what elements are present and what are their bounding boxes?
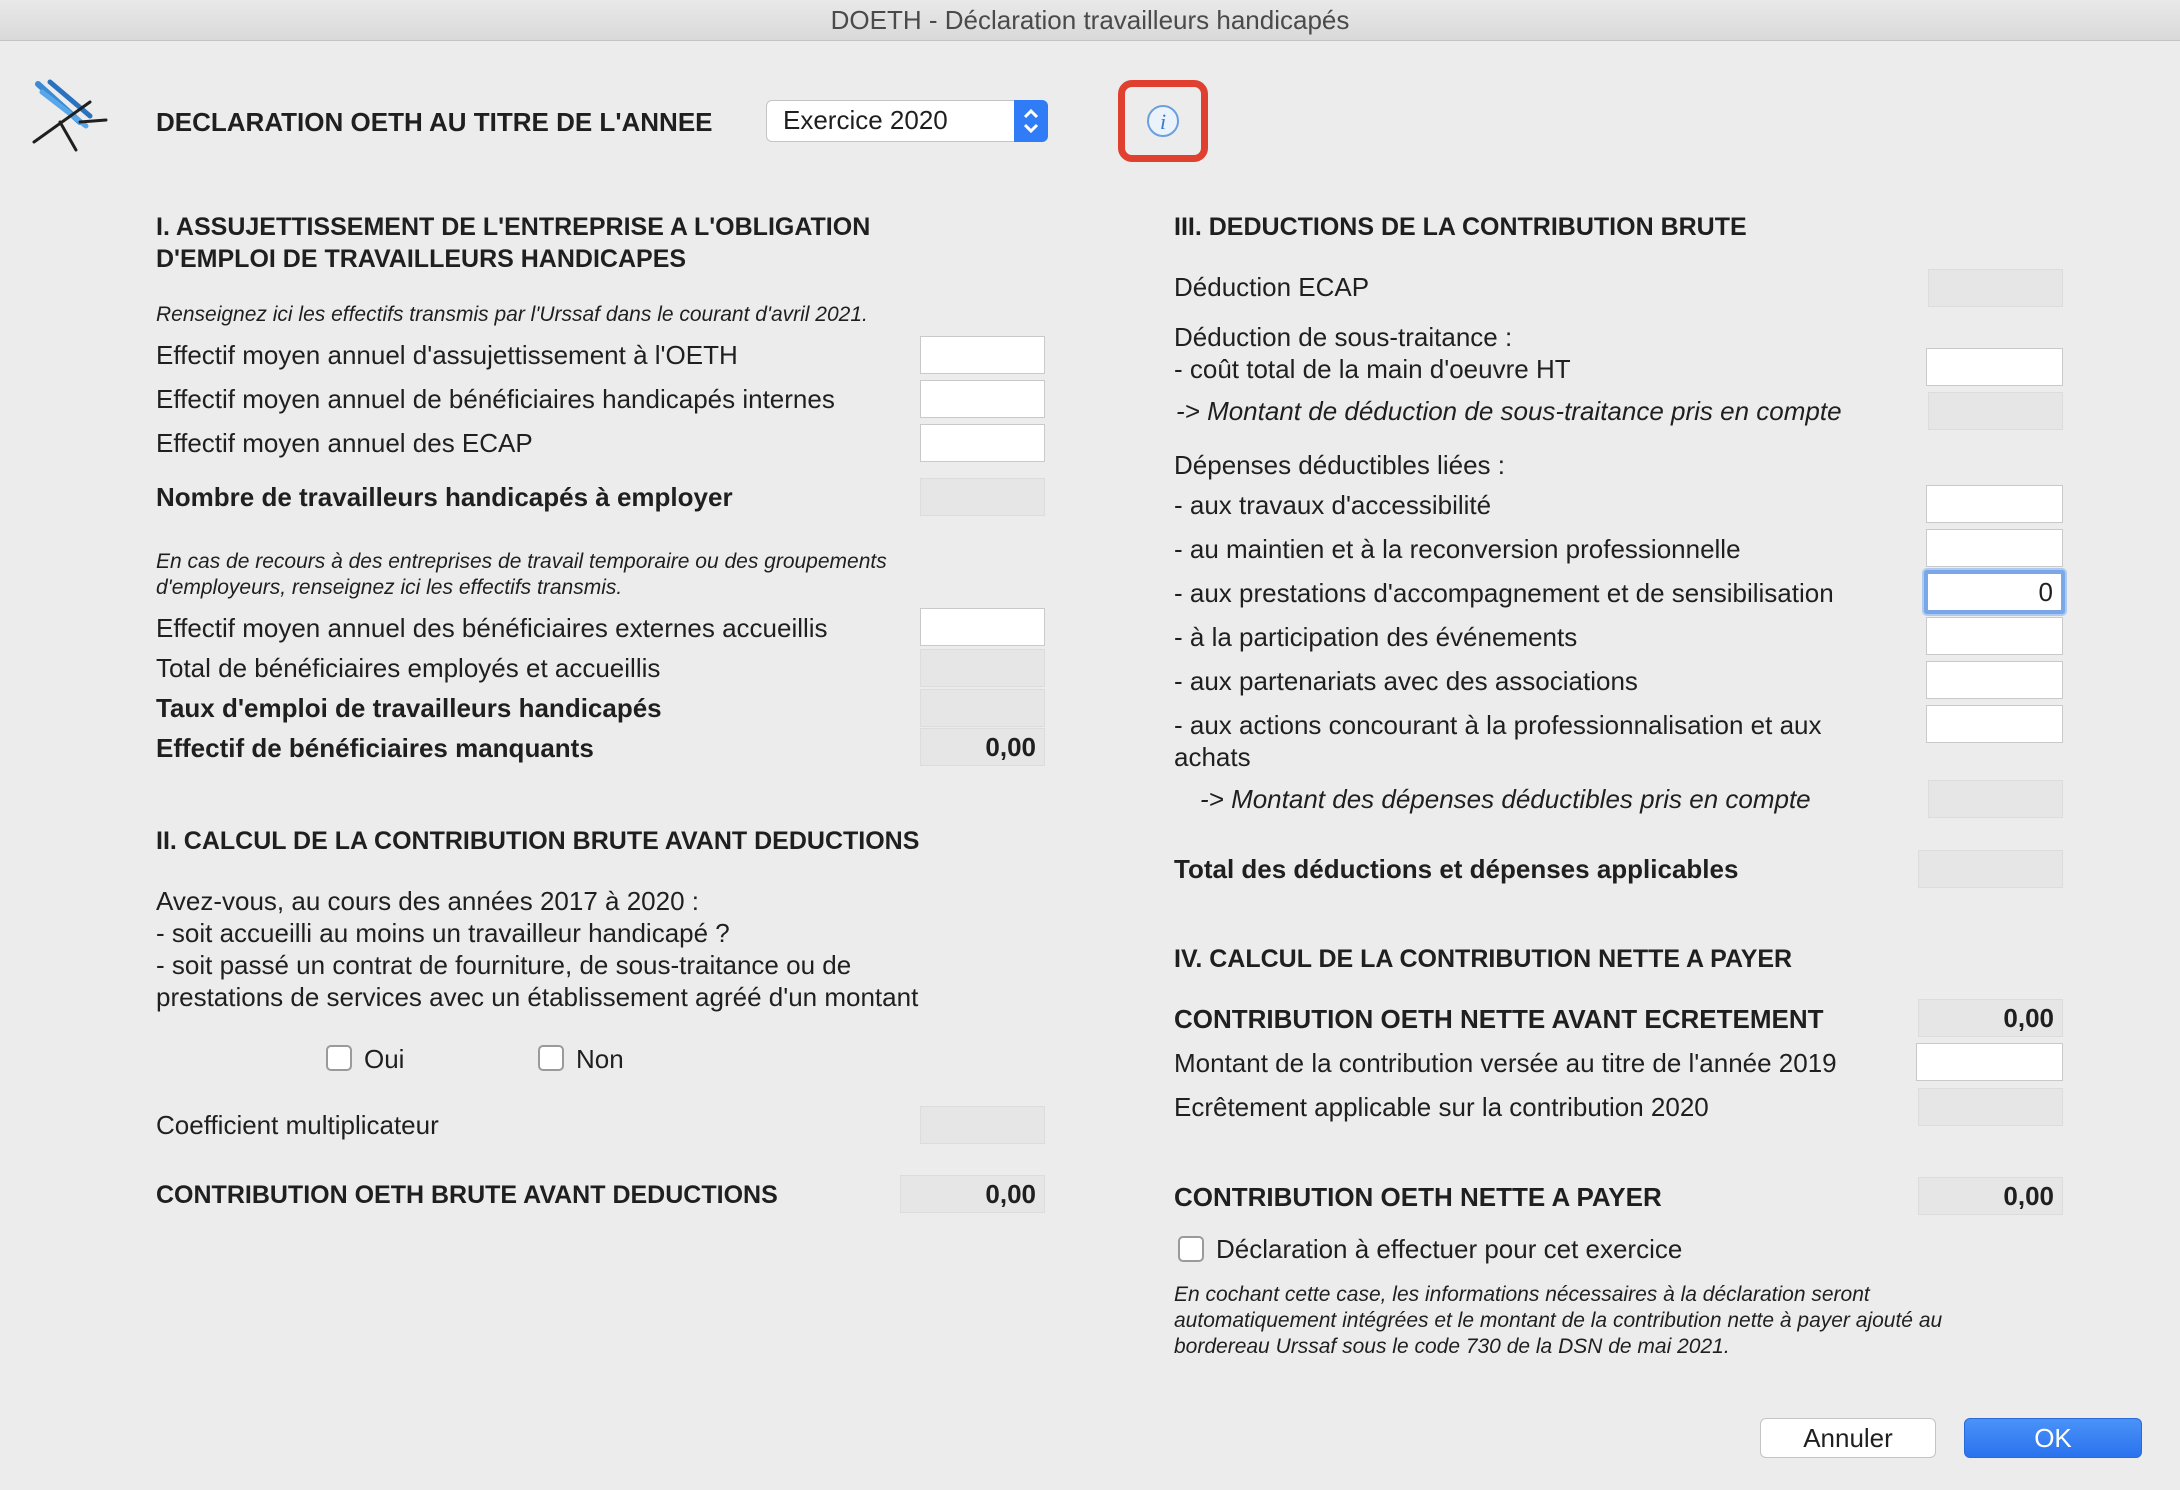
cout-total-input[interactable] [1926, 348, 2063, 386]
maintien-input[interactable] [1926, 529, 2063, 567]
declaration-checkbox[interactable] [1178, 1236, 1204, 1262]
evenements-input[interactable] [1926, 617, 2063, 655]
declaration-note-line2: automatiquement intégrées et le montant de la contribution nette à payer ajouté au [1174, 1309, 1943, 1332]
actions-input[interactable] [1926, 705, 2063, 743]
window-title: DOETH - Déclaration travailleurs handicapés [0, 0, 2180, 41]
oui-checkbox[interactable] [326, 1045, 352, 1071]
ecap-label: Déduction ECAP [1174, 272, 1370, 302]
question-line-4: prestations de services avec un établissement agréé d'un montant [156, 982, 919, 1012]
prestations-input[interactable]: 0 [1924, 570, 2065, 614]
contribution-nette-value: 0,00 [1918, 1177, 2063, 1215]
actions-label-line1: - aux actions concourant à la professionnalisation et aux [1174, 710, 1822, 740]
manquants-value: 0,00 [920, 728, 1045, 766]
accessibilite-label: - aux travaux d'accessibilité [1174, 490, 1492, 520]
evenements-label: - à la participation des événements [1174, 622, 1578, 652]
montant-2019-label: Montant de la contribution versée au titre de l'année 2019 [1174, 1048, 1837, 1078]
montant-st-value [1928, 392, 2063, 430]
avant-ecretement-label: CONTRIBUTION OETH NETTE AVANT ECRETEMENT [1174, 1004, 1824, 1034]
page-title: DECLARATION OETH AU TITRE DE L'ANNEE [156, 107, 713, 137]
nombre-th-value [920, 478, 1045, 516]
montant-2019-input[interactable] [1916, 1043, 2063, 1081]
svg-text:i: i [1159, 109, 1167, 134]
manquants-label: Effectif de bénéficiaires manquants [156, 733, 594, 763]
section-1-title-line1: I. ASSUJETTISSEMENT DE L'ENTREPRISE A L'OBLIGATION [156, 213, 871, 241]
partenariats-label: - aux partenariats avec des associations [1174, 666, 1638, 696]
contribution-brute-value: 0,00 [900, 1175, 1045, 1213]
effectif-ecap-label: Effectif moyen annuel des ECAP [156, 428, 533, 458]
montant-dep-label: -> Montant des dépenses déductibles pris en compte [1200, 784, 1811, 814]
avant-ecretement-value: 0,00 [1918, 999, 2063, 1037]
effectif-internes-input[interactable] [920, 380, 1045, 418]
sous-traitance-label: Déduction de sous-traitance : [1174, 322, 1513, 352]
contribution-brute-label: CONTRIBUTION OETH BRUTE AVANT DEDUCTIONS [156, 1181, 778, 1209]
section-4-title: IV. CALCUL DE LA CONTRIBUTION NETTE A PAYER [1174, 945, 1793, 973]
section-1-note: Renseignez ici les effectifs transmis par l'Urssaf dans le courant d'avril 2021. [156, 303, 868, 326]
total-deductions-value [1918, 850, 2063, 888]
section-3-title: III. DEDUCTIONS DE LA CONTRIBUTION BRUTE [1174, 213, 1747, 241]
select-stepper-icon[interactable] [1014, 100, 1048, 142]
ok-button[interactable]: OK [1964, 1418, 2142, 1458]
cancel-button[interactable]: Annuler [1760, 1418, 1936, 1458]
depenses-label: Dépenses déductibles liées : [1174, 450, 1505, 480]
declaration-note-line1: En cochant cette case, les informations nécessaires à la déclaration seront [1174, 1283, 1870, 1306]
section-1-note-2: En cas de recours à des entreprises de travail temporaire ou des groupements d'employeurs, renseignez ici les effectifs transmis. [156, 550, 887, 599]
info-icon [1146, 104, 1180, 138]
ecretement-value [1918, 1088, 2063, 1126]
effectif-internes-label: Effectif moyen annuel de bénéficiaires handicapés internes [156, 384, 835, 414]
section-1-title-line2: D'EMPLOI DE TRAVAILLEURS HANDICAPES [156, 245, 687, 273]
coefficient-value [920, 1106, 1045, 1144]
montant-dep-value [1928, 780, 2063, 818]
partenariats-input[interactable] [1926, 661, 2063, 699]
maintien-label: - au maintien et à la reconversion professionnelle [1174, 534, 1741, 564]
app-logo-icon [30, 78, 112, 152]
declaration-label: Déclaration à effectuer pour cet exercice [1216, 1234, 1683, 1264]
contribution-nette-label: CONTRIBUTION OETH NETTE A PAYER [1174, 1182, 1662, 1212]
effectif-externes-input[interactable] [920, 608, 1045, 646]
montant-st-label: -> Montant de déduction de sous-traitance pris en compte [1176, 396, 1842, 426]
oui-label: Oui [364, 1044, 405, 1074]
cout-total-label: - coût total de la main d'oeuvre HT [1174, 354, 1571, 384]
year-select[interactable] [766, 100, 1048, 142]
declaration-note-line3: bordereau Urssaf sous le code 730 de la DSN de mai 2021. [1174, 1335, 1730, 1358]
effectif-externes-label: Effectif moyen annuel des bénéficiaires externes accueillis [156, 613, 828, 643]
taux-emploi-value [920, 689, 1045, 727]
year-select-value: Exercice 2020 [783, 105, 948, 135]
effectif-oeth-input[interactable] [920, 336, 1045, 374]
accessibilite-input[interactable] [1926, 485, 2063, 523]
ecap-value [1928, 269, 2063, 307]
actions-label-line2: achats [1174, 742, 1251, 772]
question-line-1: Avez-vous, au cours des années 2017 à 2020 : [156, 886, 700, 916]
total-beneficiaires-value [920, 649, 1045, 687]
coefficient-label: Coefficient multiplicateur [156, 1110, 439, 1140]
section-2-title: II. CALCUL DE LA CONTRIBUTION BRUTE AVANT DEDUCTIONS [156, 827, 920, 855]
non-label: Non [576, 1044, 624, 1074]
effectif-oeth-label: Effectif moyen annuel d'assujettissement à l'OETH [156, 340, 738, 370]
total-deductions-label: Total des déductions et dépenses applicables [1174, 854, 1739, 884]
question-line-2: - soit accueilli au moins un travailleur handicapé ? [156, 918, 730, 948]
info-button[interactable] [1118, 80, 1208, 162]
ecretement-label: Ecrêtement applicable sur la contribution 2020 [1174, 1092, 1709, 1122]
nombre-th-label: Nombre de travailleurs handicapés à employer [156, 482, 733, 512]
non-checkbox[interactable] [538, 1045, 564, 1071]
prestations-label: - aux prestations d'accompagnement et de sensibilisation [1174, 578, 1834, 608]
taux-emploi-label: Taux d'emploi de travailleurs handicapés [156, 693, 662, 723]
effectif-ecap-input[interactable] [920, 424, 1045, 462]
total-beneficiaires-label: Total de bénéficiaires employés et accueillis [156, 653, 661, 683]
question-line-3: - soit passé un contrat de fourniture, de sous-traitance ou de [156, 950, 852, 980]
